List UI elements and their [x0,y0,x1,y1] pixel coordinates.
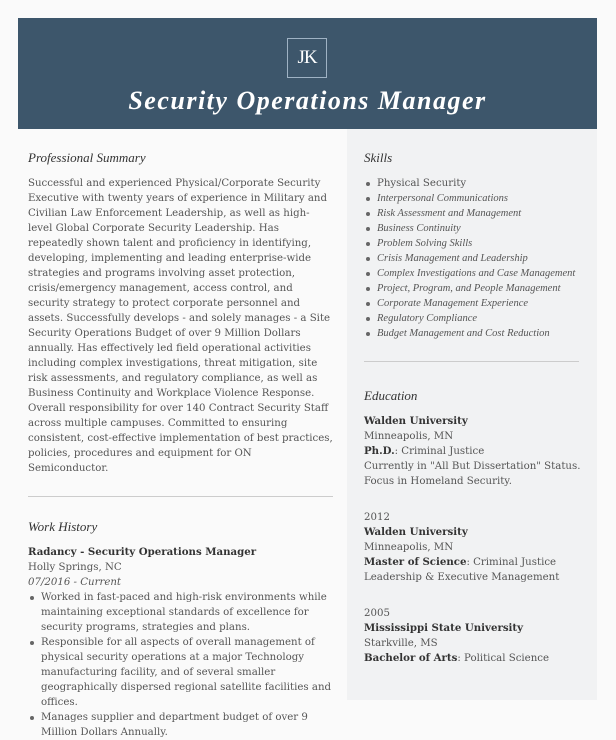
list-item: Worked in fast-paced and high-risk environments while maintaining exceptional standards of excellence for security programs, strategies and plans. [28,590,333,635]
field: : Criminal Justice [466,557,557,568]
year: 2012 [364,512,390,523]
skill-item: Complex Investigations and Case Management [364,266,589,281]
list-item: Responsible for all aspects of overall management of physical security operations at a major Technology manufacturing facility, and of several smaller geographically dispersed regional satellite facilities and offices. [28,635,333,710]
job-location: Holly Springs, NC [28,562,122,573]
education-entry [364,606,589,666]
degree: Ph.D. [364,445,395,457]
job-dates: 07/2016 - Current [28,577,122,588]
main-column [28,150,338,740]
section-heading: Skills [364,150,393,165]
skill-item: Interpersonal Communications [364,191,589,206]
note: Focus in Homeland Security. [364,476,512,487]
location: Starkville, MS [364,638,438,649]
skill-item: Problem Solving Skills [364,236,589,251]
school: Walden University [364,415,468,427]
section-heading: Work History [28,519,98,534]
skills-list [364,176,589,341]
degree: Bachelor of Arts [364,652,458,664]
education-entry [364,414,589,489]
job-bullets [28,590,333,740]
note: Currently in "All But Dissertation" Status. [364,461,581,472]
divider [28,496,333,497]
location: Minneapolis, MN [364,431,454,442]
education-entry [364,510,589,585]
skill-item: Physical Security [364,176,589,191]
resume-header [18,18,597,129]
skill-item: Budget Management and Cost Reduction [364,326,589,341]
location: Minneapolis, MN [364,542,454,553]
skill-item: Risk Assessment and Management [364,206,589,221]
degree: Master of Science [364,556,467,568]
skill-item: Crisis Management and Leadership [364,251,589,266]
professional-summary [28,150,338,476]
work-history [28,519,338,740]
note: Leadership & Executive Management [364,572,560,583]
skill-item: Corporate Management Experience [364,296,589,311]
resume-title: Security Operations Manager [128,86,487,115]
skill-item: Project, Program, and People Management [364,281,589,296]
year: 2005 [364,608,390,619]
monogram: JK [287,38,327,78]
list-item: Manages supplier and department budget of over 9 Million Dollars Annually. [28,710,333,740]
divider [364,361,579,362]
summary-text: Successful and experienced Physical/Corporate Security Executive with twenty years of experience in Military and Civilian Law Enforcement Leadership, as well as high-level Global Corporate Security Leadership. Has repeatedly shown talent and proficiency in identifying, developing, implementing and leading enterprise-wide strategies and programs involving asset protection, crisis/emergency management, access control, and security strategy to protect corporate personnel and assets. Successfully develops - and solely manages - a Site Security Operations Budget of over 9 Million Dollars annually. Has effectively led field operational activities including complex investigations, threat mitigation, site risk assessments, and regulatory compliance, as well as Business Continuity and Workplace Violence Response. Overall responsibility for over 140 Contract Security Staff across multiple campuses. Committed to ensuring consistent, cost-effective implementation of best practices, policies, procedures and equipment for ON Semiconductor. [28,178,333,474]
job-title: Radancy - Security Operations Manager [28,546,257,558]
section-heading: Professional Summary [28,150,146,165]
section-heading: Education [364,388,418,403]
field: : Political Science [457,653,549,664]
school: Mississippi State University [364,622,524,634]
field: : Criminal Justice [394,446,485,457]
skill-item: Regulatory Compliance [364,311,589,326]
skill-item: Business Continuity [364,221,589,236]
side-column [364,150,589,687]
skills [364,150,589,341]
school: Walden University [364,526,468,538]
education [364,388,589,666]
